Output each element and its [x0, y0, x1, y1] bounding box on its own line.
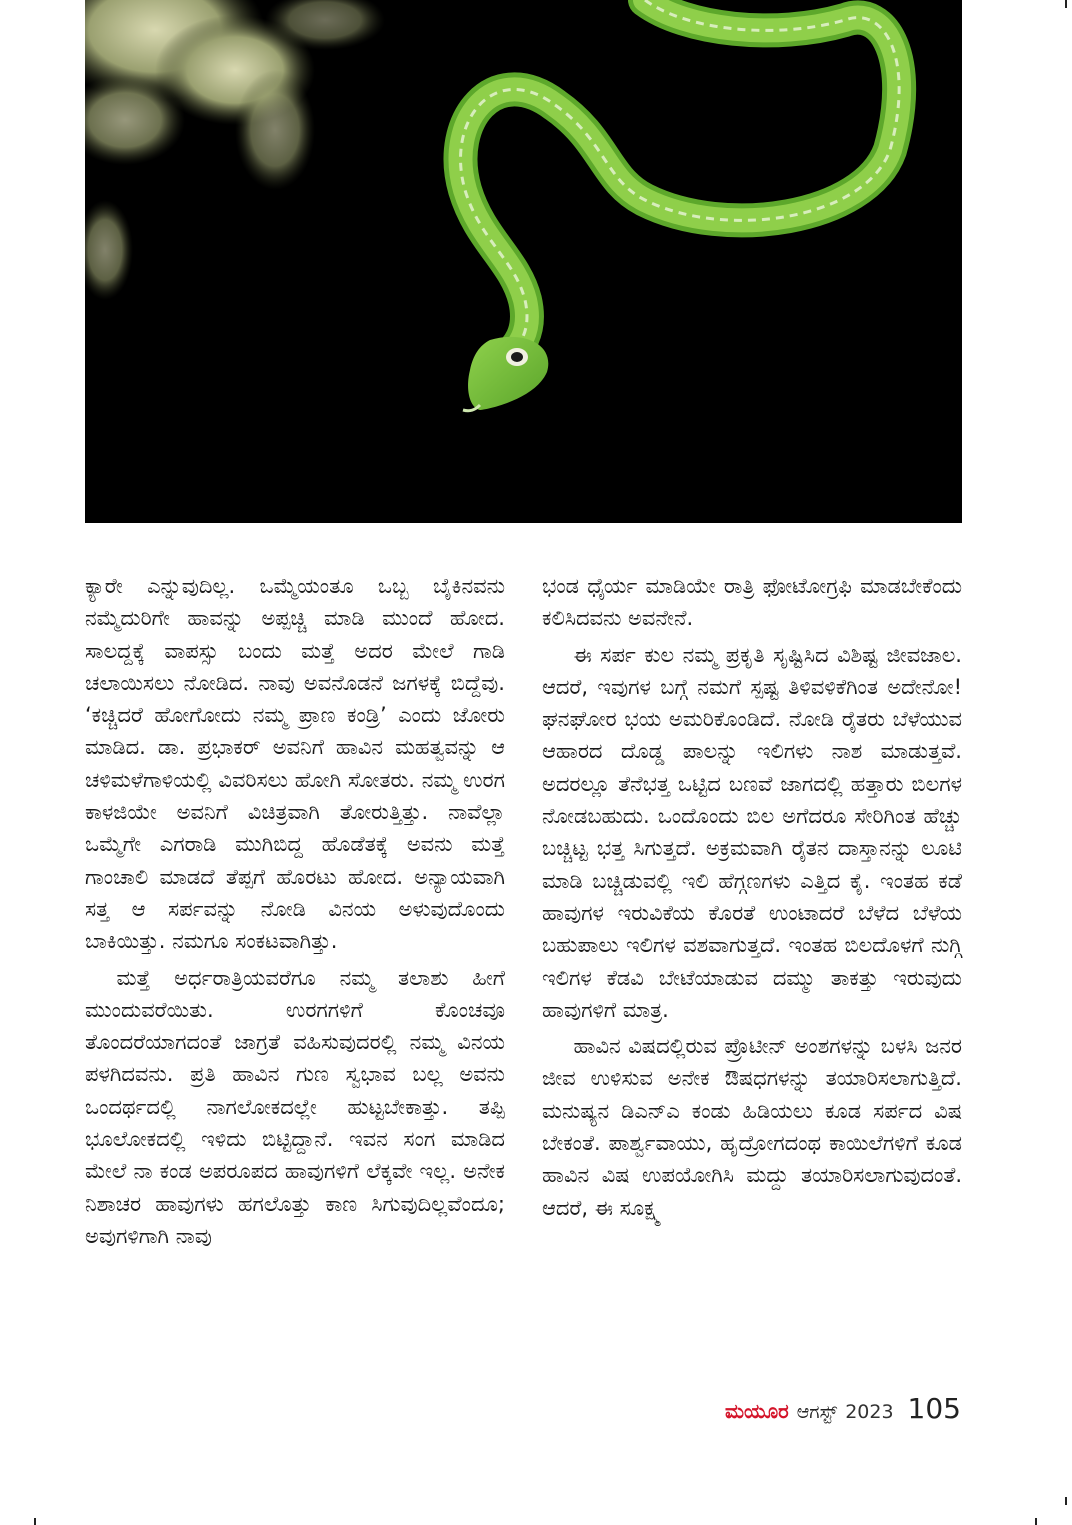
magazine-brand: ಮಯೂರ	[724, 1399, 789, 1423]
article-paragraph: ಹಾವಿನ ವಿಷದಲ್ಲಿರುವ ಪ್ರೊಟೀನ್ ಅಂಶಗಳನ್ನು ಬಳಸಿ ಜನರ ಜೀವ ಉಳಿಸುವ ಅನೇಕ ಔಷಧಗಳನ್ನು ತಯಾರಿಸಲಾಗುತ್ತಿದೆ. ಮನುಷ್ಯನ ಡಿಎನ್ಎ ಕಂಡು ಹಿಡಿಯಲು ಕೂಡ ಸರ್ಪದ ವಿಷ ಬೇಕಂತೆ. ಪಾರ್ಶ್ವವಾಯು, ಹೃದ್ರೋಗದಂಥ ಕಾಯಿಲೆಗಳಿಗೆ ಕೂಡ ಹಾವಿನ ವಿಷ ಉಪಯೋಗಿಸಿ ಮದ್ದು ತಯಾರಿಸಲಾಗುವುದಂತೆ. ಆದರೆ, ಈ ಸೂಕ್ಷ್ಮ	[542, 1034, 962, 1220]
article-column-right	[542, 570, 962, 1228]
article-paragraph: ಕ್ಯಾರೇ ಎನ್ನುವುದಿಲ್ಲ. ಒಮ್ಮೆಯಂತೂ ಒಬ್ಬ ಬೈಕಿನವನು ನಮ್ಮೆದುರಿಗೇ ಹಾವನ್ನು ಅಪ್ಪಚ್ಚಿ ಮಾಡಿ ಮುಂದೆ ಹೋದ. ಸಾಲದ್ದಕ್ಕೆ ವಾಪಸ್ಸು ಬಂದು ಮತ್ತೆ ಅದರ ಮೇಲೆ ಗಾಡಿ ಚಲಾಯಿಸಲು ನೋಡಿದ. ನಾವು ಅವನೊಡನೆ ಜಗಳಕ್ಕೆ ಬಿದ್ದೆವು. ‘ಕಚ್ಚಿದರೆ ಹೋಗೋದು ನಮ್ಮ ಪ್ರಾಣ ಕಂಡ್ರಿ’ ಎಂದು ಜೋರು ಮಾಡಿದ. ಡಾ. ಪ್ರಭಾಕರ್ ಅವನಿಗೆ ಹಾವಿನ ಮಹತ್ವವನ್ನು ಆ ಚಳಿಮಳೆಗಾಳಿಯಲ್ಲಿ ವಿವರಿಸಲು ಹೋಗಿ ಸೋತರು. ನಮ್ಮ ಉರಗ ಕಾಳಜಿಯೇ ಅವನಿಗೆ ವಿಚಿತ್ರವಾಗಿ ತೋರುತ್ತಿತ್ತು. ನಾವೆಲ್ಲಾ ಒಮ್ಮೆಗೇ ಎಗರಾಡಿ ಮುಗಿಬಿದ್ದ ಹೊಡೆತಕ್ಕೆ ಅವನು ಮತ್ತೆ ಗಾಂಚಾಲಿ ಮಾಡದೆ ತೆಪ್ಪಗೆ ಹೊರಟು ಹೋದ. ಅನ್ಯಾಯವಾಗಿ ಸತ್ತ ಆ ಸರ್ಪವನ್ನು ನೋಡಿ ವಿನಯ ಅಳುವುದೊಂದು ಬಾಕಿಯಿತ್ತು. ನಮಗೂ ಸಂಕಟವಾಗಿತ್ತು.	[85, 574, 505, 954]
snake-photo	[85, 0, 962, 523]
issue-month: ಆಗಸ್ಟ್	[796, 1401, 838, 1423]
crop-mark	[1065, 0, 1067, 8]
page-footer	[725, 1392, 961, 1428]
snake-illustration	[85, 0, 962, 523]
issue-year: 2023	[845, 1401, 894, 1423]
crop-mark	[1065, 1497, 1067, 1505]
article-paragraph: ಈ ಸರ್ಪ ಕುಲ ನಮ್ಮ ಪ್ರಕೃತಿ ಸೃಷ್ಟಿಸಿದ ವಿಶಿಷ್ಟ ಜೀವಜಾಲ. ಆದರೆ, ಇವುಗಳ ಬಗ್ಗೆ ನಮಗೆ ಸ್ಪಷ್ಟ ತಿಳಿವಳಿಕೆಗಿಂತ ಅದೇನೋ! ಘನಘೋರ ಭಯ ಅಮರಿಕೊಂಡಿದೆ. ನೋಡಿ ರೈತರು ಬೆಳೆಯುವ ಆಹಾರದ ದೊಡ್ಡ ಪಾಲನ್ನು ಇಲಿಗಳು ನಾಶ ಮಾಡುತ್ತವೆ. ಅದರಲ್ಲೂ ತೆನೆಭತ್ತ ಒಟ್ಟಿದ ಬಣವೆ ಜಾಗದಲ್ಲಿ ಹತ್ತಾರು ಬಿಲಗಳ ನೋಡಬಹುದು. ಒಂದೊಂದು ಬಿಲ ಅಗೆದರೂ ಸೇರಿಗಿಂತ ಹೆಚ್ಚು ಬಚ್ಚಿಟ್ಟ ಭತ್ತ ಸಿಗುತ್ತದೆ. ಅಕ್ರಮವಾಗಿ ರೈತನ ದಾಸ್ತಾನನ್ನು ಲೂಟಿ ಮಾಡಿ ಬಚ್ಚಿಡುವಲ್ಲಿ ಇಲಿ ಹೆಗ್ಗಣಗಳು ಎತ್ತಿದ ಕೈ. ಇಂತಹ ಕಡೆ ಹಾವುಗಳ ಇರುವಿಕೆಯ ಕೊರತೆ ಉಂಟಾದರೆ ಬೆಳೆದ ಬೆಳೆಯ ಬಹುಪಾಲು ಇಲಿಗಳ ವಶವಾಗುತ್ತದೆ. ಇಂತಹ ಬಿಲದೊಳಗೆ ನುಗ್ಗಿ ಇಲಿಗಳ ಕೆಡವಿ ಬೇಟೆಯಾಡುವ ದಮ್ಮು ತಾಕತ್ತು ಇರುವುದು ಹಾವುಗಳಿಗೆ ಮಾತ್ರ.	[542, 642, 962, 1022]
page-number: 105	[907, 1392, 961, 1425]
crop-mark	[1035, 1518, 1037, 1525]
crop-mark	[34, 1518, 36, 1525]
article-column-left	[85, 570, 505, 1256]
article-paragraph: ಮತ್ತೆ ಅರ್ಧರಾತ್ರಿಯವರೆಗೂ ನಮ್ಮ ತಲಾಶು ಹೀಗೆ ಮುಂದುವರೆಯಿತು. ಉರಗಗಳಿಗೆ ಕೊಂಚವೂ ತೊಂದರೆಯಾಗದಂತೆ ಜಾಗ್ರತೆ ವಹಿಸುವುದರಲ್ಲಿ ನಮ್ಮ ವಿನಯ ಪಳಗಿದವನು. ಪ್ರತಿ ಹಾವಿನ ಗುಣ ಸ್ವಭಾವ ಬಲ್ಲ ಅವನು ಒಂದರ್ಥದಲ್ಲಿ ನಾಗಲೋಕದಲ್ಲೇ ಹುಟ್ಟಬೇಕಾತ್ತು. ತಪ್ಪಿ ಭೂಲೋಕದಲ್ಲಿ ಇಳಿದು ಬಿಟ್ಟಿದ್ದಾನೆ. ಇವನ ಸಂಗ ಮಾಡಿದ ಮೇಲೆ ನಾ ಕಂಡ ಅಪರೂಪದ ಹಾವುಗಳಿಗೆ ಲೆಕ್ಕವೇ ಇಲ್ಲ. ಅನೇಕ ನಿಶಾಚರ ಹಾವುಗಳು ಹಗಲೊತ್ತು ಕಾಣ ಸಿಗುವುದಿಲ್ಲವೆಂದೂ; ಅವುಗಳಿಗಾಗಿ ನಾವು	[85, 965, 505, 1248]
article-paragraph: ಭಂಡ ಧೈರ್ಯ ಮಾಡಿಯೇ ರಾತ್ರಿ ಫೋಟೋಗ್ರಫಿ ಮಾಡಬೇಕೆಂದು ಕಲಿಸಿದವನು ಅವನೇನೆ.	[542, 574, 962, 631]
